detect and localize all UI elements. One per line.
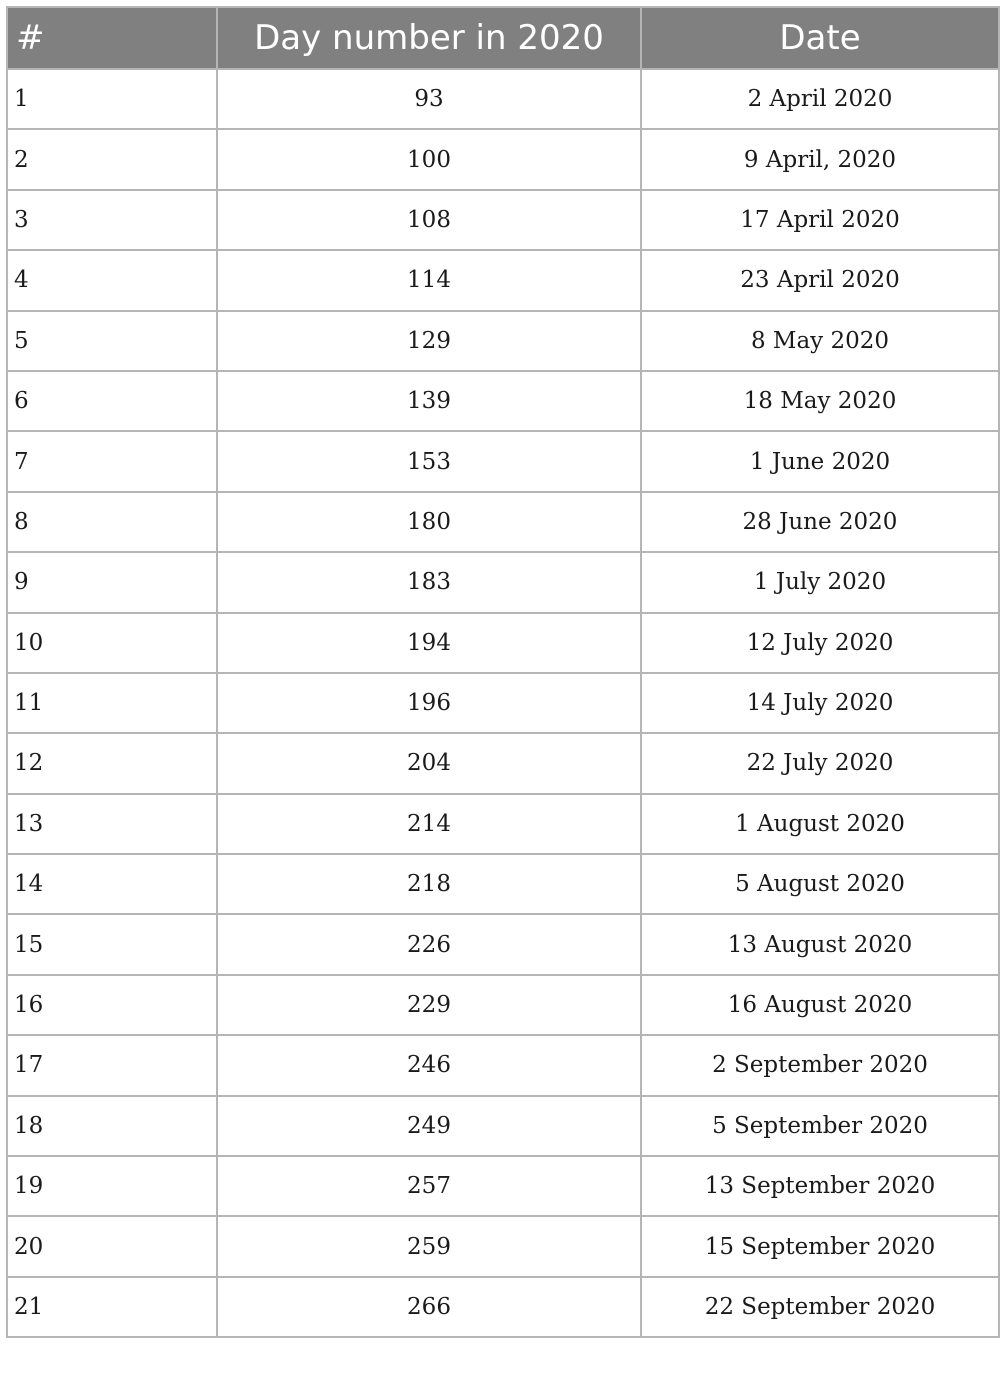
date-cell: 15 September 2020	[641, 1216, 999, 1276]
table-row	[7, 1035, 999, 1095]
date-cell: 2 April 2020	[641, 69, 999, 129]
date-cell: 2 September 2020	[641, 1035, 999, 1095]
row-index-cell: 12	[7, 733, 217, 793]
table-row	[7, 1277, 999, 1337]
day-number-cell: 196	[217, 673, 641, 733]
table-row	[7, 1156, 999, 1216]
row-index-cell: 1	[7, 69, 217, 129]
table-row	[7, 250, 999, 310]
day-number-cell: 93	[217, 69, 641, 129]
row-index-cell: 14	[7, 854, 217, 914]
day-number-cell: 100	[217, 129, 641, 189]
row-index-cell: 9	[7, 552, 217, 612]
day-number-cell: 194	[217, 613, 641, 673]
day-number-cell: 114	[217, 250, 641, 310]
header-date: Date	[641, 7, 999, 69]
day-number-cell: 229	[217, 975, 641, 1035]
day-number-cell: 259	[217, 1216, 641, 1276]
table-header	[7, 7, 999, 69]
table-row	[7, 311, 999, 371]
day-number-cell: 218	[217, 854, 641, 914]
date-cell: 5 August 2020	[641, 854, 999, 914]
date-cell: 22 July 2020	[641, 733, 999, 793]
date-cell: 28 June 2020	[641, 492, 999, 552]
row-index-cell: 11	[7, 673, 217, 733]
day-number-cell: 153	[217, 431, 641, 491]
date-cell: 13 September 2020	[641, 1156, 999, 1216]
day-number-cell: 108	[217, 190, 641, 250]
day-number-cell: 183	[217, 552, 641, 612]
table-row	[7, 673, 999, 733]
header-day-number: Day number in 2020	[217, 7, 641, 69]
table-row	[7, 371, 999, 431]
date-cell: 1 July 2020	[641, 552, 999, 612]
row-index-cell: 2	[7, 129, 217, 189]
table-body	[7, 69, 999, 1337]
table-row	[7, 733, 999, 793]
date-cell: 17 April 2020	[641, 190, 999, 250]
date-cell: 9 April, 2020	[641, 129, 999, 189]
row-index-cell: 15	[7, 914, 217, 974]
day-number-cell: 180	[217, 492, 641, 552]
row-index-cell: 7	[7, 431, 217, 491]
date-cell: 1 June 2020	[641, 431, 999, 491]
table-row	[7, 492, 999, 552]
date-cell: 1 August 2020	[641, 794, 999, 854]
table-row	[7, 1096, 999, 1156]
date-cell: 12 July 2020	[641, 613, 999, 673]
table-row	[7, 794, 999, 854]
data-table-container	[6, 6, 998, 1338]
row-index-cell: 20	[7, 1216, 217, 1276]
row-index-cell: 8	[7, 492, 217, 552]
row-index-cell: 13	[7, 794, 217, 854]
day-number-cell: 129	[217, 311, 641, 371]
row-index-cell: 3	[7, 190, 217, 250]
table-row	[7, 552, 999, 612]
table-row	[7, 190, 999, 250]
table-row	[7, 129, 999, 189]
date-cell: 23 April 2020	[641, 250, 999, 310]
date-cell: 13 August 2020	[641, 914, 999, 974]
date-cell: 14 July 2020	[641, 673, 999, 733]
day-number-cell: 204	[217, 733, 641, 793]
day-number-cell: 246	[217, 1035, 641, 1095]
day-number-cell: 214	[217, 794, 641, 854]
table-row	[7, 975, 999, 1035]
day-number-cell: 226	[217, 914, 641, 974]
row-index-cell: 19	[7, 1156, 217, 1216]
day-number-cell: 266	[217, 1277, 641, 1337]
table-row	[7, 613, 999, 673]
row-index-cell: 6	[7, 371, 217, 431]
day-date-table	[6, 6, 1000, 1338]
date-cell: 8 May 2020	[641, 311, 999, 371]
row-index-cell: 5	[7, 311, 217, 371]
day-number-cell: 249	[217, 1096, 641, 1156]
date-cell: 18 May 2020	[641, 371, 999, 431]
header-index: #	[7, 7, 217, 69]
table-row	[7, 1216, 999, 1276]
row-index-cell: 4	[7, 250, 217, 310]
day-number-cell: 139	[217, 371, 641, 431]
row-index-cell: 16	[7, 975, 217, 1035]
date-cell: 22 September 2020	[641, 1277, 999, 1337]
table-row	[7, 69, 999, 129]
date-cell: 5 September 2020	[641, 1096, 999, 1156]
date-cell: 16 August 2020	[641, 975, 999, 1035]
row-index-cell: 17	[7, 1035, 217, 1095]
row-index-cell: 18	[7, 1096, 217, 1156]
table-row	[7, 914, 999, 974]
table-row	[7, 854, 999, 914]
header-row	[7, 7, 999, 69]
table-row	[7, 431, 999, 491]
row-index-cell: 21	[7, 1277, 217, 1337]
day-number-cell: 257	[217, 1156, 641, 1216]
row-index-cell: 10	[7, 613, 217, 673]
